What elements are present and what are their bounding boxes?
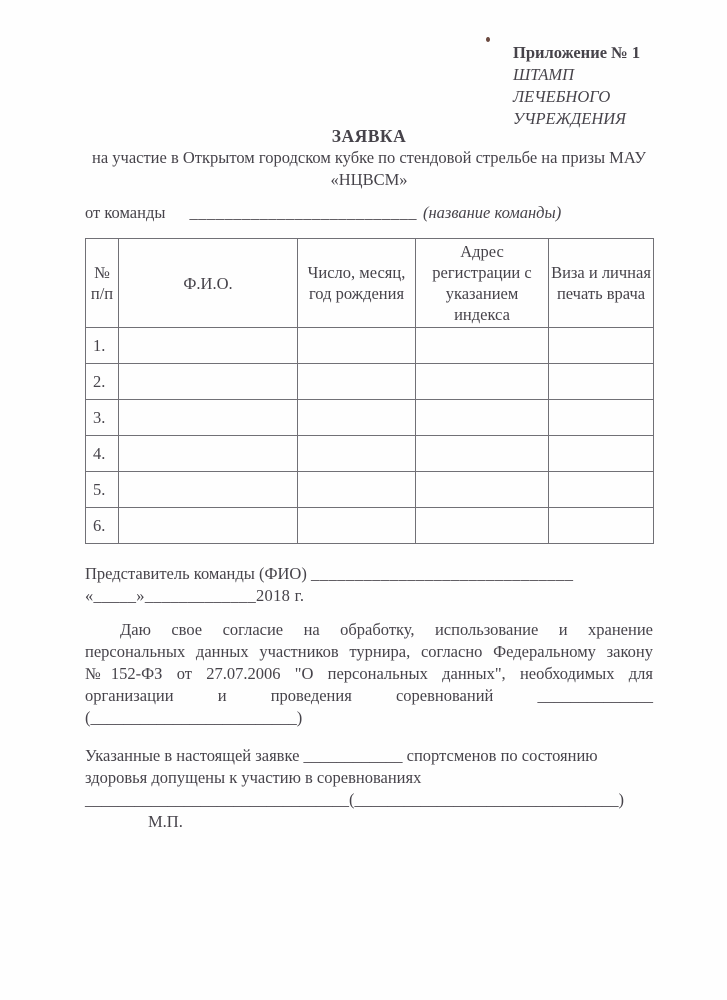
table-row: [86, 364, 654, 400]
empty-cell: [549, 364, 654, 400]
table-row: [86, 436, 654, 472]
empty-cell: [298, 472, 416, 508]
team-name-line: [85, 202, 653, 224]
empty-cell: [119, 364, 298, 400]
col-header-address: Адрес регистрации с указанием индекса: [416, 239, 549, 328]
team-name-hint: (название команды): [422, 203, 562, 222]
empty-cell: [298, 436, 416, 472]
empty-cell: [549, 328, 654, 364]
empty-cell: [298, 328, 416, 364]
empty-cell: [549, 508, 654, 544]
empty-cell: [119, 328, 298, 364]
empty-cell: [298, 364, 416, 400]
table-row: [86, 328, 654, 364]
empty-cell: [549, 472, 654, 508]
consent-line-2: персональных данных участников турнира, согласно Федеральному закону: [85, 642, 653, 661]
page-title: ЗАЯВКА: [331, 126, 407, 146]
table-row: [86, 472, 654, 508]
representative-blank: ______________________________: [310, 564, 574, 583]
row-number: 1.: [86, 328, 119, 364]
team-label: от команды: [85, 203, 166, 222]
consent-signature-blank: (_________________________): [85, 708, 303, 727]
empty-cell: [416, 436, 549, 472]
empty-cell: [119, 508, 298, 544]
empty-cell: [119, 436, 298, 472]
empty-cell: [298, 508, 416, 544]
row-number: 4.: [86, 436, 119, 472]
stamp-line-1: ШТАМП: [513, 65, 575, 84]
empty-cell: [549, 436, 654, 472]
row-number: 5.: [86, 472, 119, 508]
row-number: 6.: [86, 508, 119, 544]
admission-line-2: здоровья допущены к участию в соревнованиях: [85, 768, 422, 787]
form-content: [85, 0, 653, 833]
subtitle-line-2: «НЦВСМ»: [330, 170, 408, 189]
row-number: 3.: [86, 400, 119, 436]
table-header-row: [86, 239, 654, 328]
col-header-birthdate: Число, месяц, год рождения: [298, 239, 416, 328]
empty-cell: [416, 508, 549, 544]
admission-paragraph: [85, 745, 653, 833]
empty-cell: [119, 472, 298, 508]
admission-signature-blank: ________________________________(________________________________): [85, 790, 624, 809]
representative-label: Представитель команды (ФИО): [85, 564, 307, 583]
appendix-label: Приложение № 1: [513, 43, 641, 62]
empty-cell: [119, 400, 298, 436]
empty-cell: [416, 364, 549, 400]
row-number: 2.: [86, 364, 119, 400]
stamp-place-label: М.П.: [148, 812, 183, 831]
stamp-line-3: УЧРЕЖДЕНИЯ: [513, 109, 626, 128]
consent-paragraph: [85, 619, 653, 729]
consent-line-1: Даю свое согласие на обработку, использование и хранение: [120, 620, 653, 639]
empty-cell: [416, 400, 549, 436]
empty-cell: [298, 400, 416, 436]
team-name-blank: __________________________: [189, 203, 417, 222]
empty-cell: [416, 472, 549, 508]
stamp-line-2: ЛЕЧЕБНОГО: [513, 87, 611, 106]
representative-line: [85, 563, 653, 585]
empty-cell: [549, 400, 654, 436]
subtitle-line-1: на участие в Открытом городском кубке по стендовой стрельбе на призы МАУ: [92, 148, 646, 167]
table-row: [86, 400, 654, 436]
date-line: «_____»_____________2018 г.: [85, 586, 305, 605]
admission-line-1: Указанные в настоящей заявке ____________ спортсменов по состоянию: [85, 746, 598, 765]
empty-cell: [416, 328, 549, 364]
table-row: [86, 508, 654, 544]
col-header-name: Ф.И.О.: [119, 239, 298, 328]
col-header-doctor-visa: Виза и личная печать врача: [549, 239, 654, 328]
participants-table: [85, 238, 654, 544]
consent-line-3: №152-ФЗ от 27.07.2006 "О персональных данных", необходимых для: [85, 664, 653, 683]
consent-line-4: организации и проведения соревнований ______________: [85, 686, 653, 705]
col-header-number: № п/п: [86, 239, 119, 328]
